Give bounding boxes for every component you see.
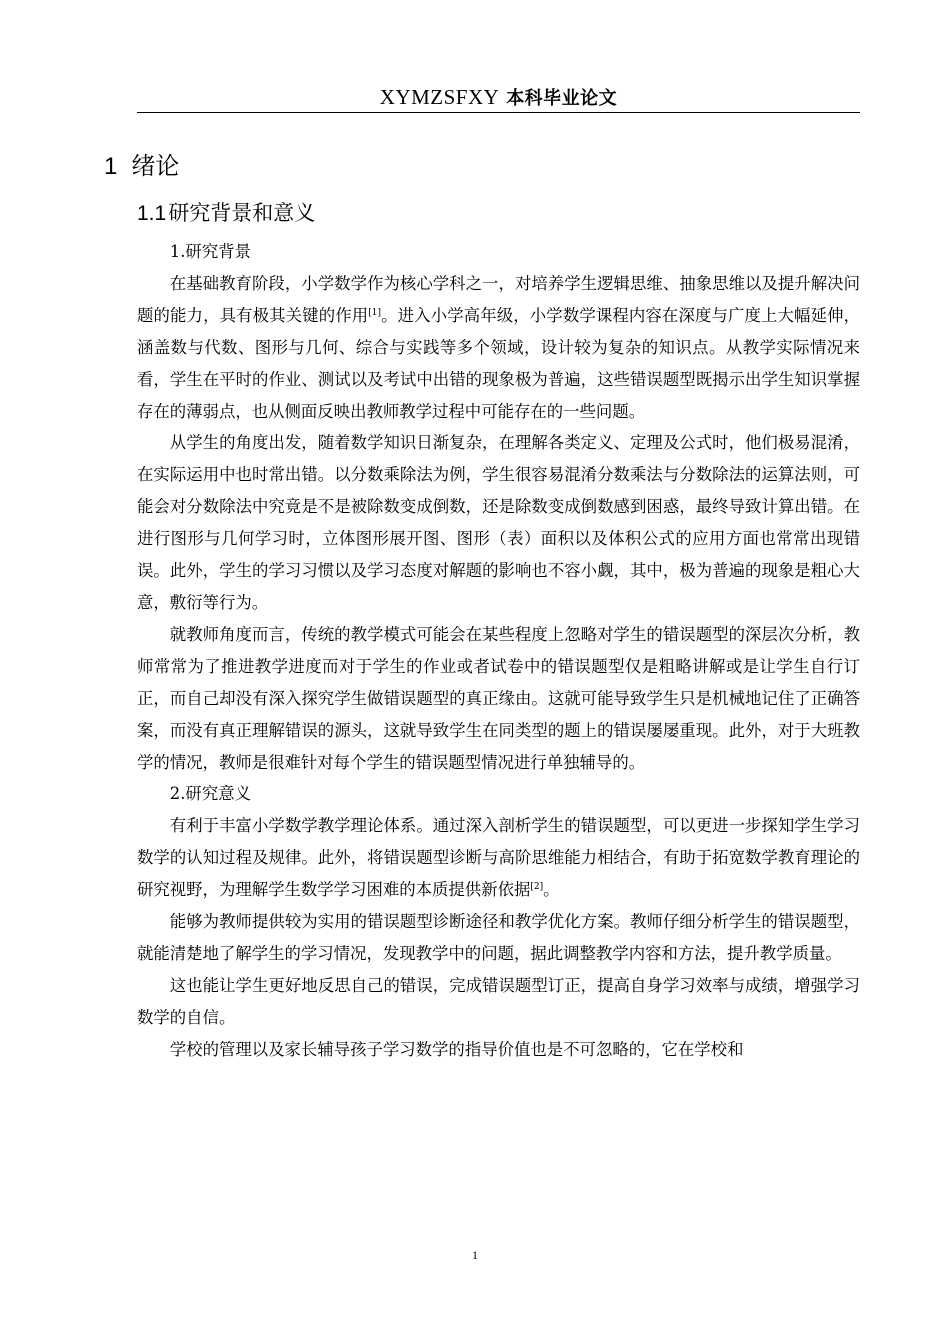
subsection-heading-significance: 2.研究意义: [169, 784, 251, 804]
subsection-heading-background: 1.研究背景: [169, 242, 251, 261]
paragraph-1: [137, 268, 860, 428]
chapter-number: 1: [104, 153, 118, 180]
paragraph-1-text: 在基础教育阶段，小学数学作为核心学科之一，对培养学生逻辑思维、抽象思维以及提升解决问题的能力，具有极其关键的作用: [137, 273, 860, 325]
paragraph-5: 能够为教师提供较为实用的错误题型诊断途径和教学优化方案。教师仔细分析学生的错误题型，就能清楚地了解学生的学习情况，发现教学中的问题，据此调整教学内容和方法，提升教学质量。: [137, 912, 860, 963]
section-number: 1.1: [137, 202, 167, 225]
running-header: [137, 84, 860, 112]
paragraph-7: 学校的管理以及家长辅导孩子学习数学的指导价值也是不可忽略的，它在学校和: [169, 1039, 744, 1059]
header-school: XYMZSFXY: [379, 85, 500, 109]
header-title: 本科毕业论文: [506, 88, 618, 109]
paragraph-6: 这也能让学生更好地反思自己的错误，完成错误题型订正，提高自身学习效率与成绩，增强学习数学的自信。: [137, 975, 860, 1027]
citation-2: [2]: [530, 882, 544, 893]
citation-1: [1]: [368, 307, 381, 318]
paragraph-3: 就教师角度而言，传统的教学模式可能会在某些程度上忽略对学生的错误题型的深层次分析，教师常常为了推进教学进度而对于学生的作业或者试卷中的错误题型仅是粗略讲解或是让学生自行订正，而自己却没有深入探究学生做错误题型的真正缘由。这就可能导致学生只是机械地记住了正确答案，而没有真正理解错误的源头，这就导致学生在同类型的题上的错误屡屡重现。此外，对于大班教学的情况，教师是很难针对每个学生的错误题型情况进行单独辅导的。: [137, 624, 860, 772]
section-title: 研究背景和意义: [168, 201, 316, 225]
paragraph-1-text-cont: 。进入小学高年级，小学数学课程内容在深度与广度上大幅延伸，涵盖数与代数、图形与几何、综合与实践等多个领域，设计较为复杂的知识点。从教学实际情况来看，学生在平时的作业、测试以及考试中出错的现象极为普遍，这些错误题型既揭示出学生知识掌握存在的薄弱点，也从侧面反映出教师教学过程中可能存在的一些问题。: [137, 305, 861, 421]
header-rule: [137, 112, 860, 113]
chapter-heading: [104, 146, 179, 181]
paragraph-4-text-cont: 。: [543, 880, 560, 900]
chapter-title: 绪论: [131, 152, 180, 180]
section-heading: [137, 197, 315, 227]
paragraph-4: [137, 810, 860, 906]
paragraph-2: 从学生的角度出发，随着数学知识日渐复杂，在理解各类定义、定理及公式时，他们极易混淆，在实际运用中也时常出错。以分数乘除法为例，学生很容易混淆分数乘法与分数除法的运算法则，可能会对分数除法中究竟是不是被除数变成倒数，还是除数变成倒数感到困惑，最终导致计算出错。在进行图形与几何学习时，立体图形展开图、图形（表）面积以及体积公式的应用方面也常常出现错误。此外，学生的学习习惯以及学习态度对解题的影响也不容小觑，其中，极为普遍的现象是粗心大意，敷衍等行为。: [137, 433, 860, 612]
body-text: [137, 236, 860, 1066]
page-number: 1: [472, 1248, 478, 1262]
paragraph-4-text: 有利于丰富小学数学教学理论体系。通过深入剖析学生的错误题型，可以更进一步探知学生学习数学的认知过程及规律。此外，将错误题型诊断与高阶思维能力相结合，有助于拓宽数学教育理论的研究视野，为理解学生数学学习困难的本质提供新依据: [137, 816, 860, 900]
